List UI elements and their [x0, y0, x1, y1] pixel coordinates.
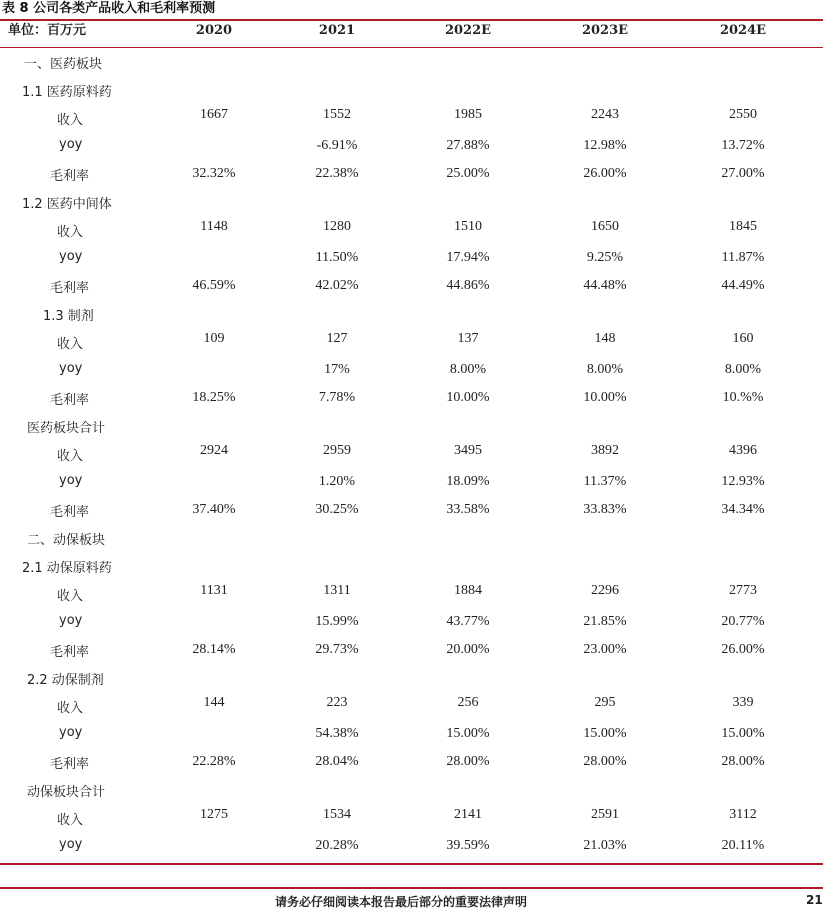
table-row: [0, 669, 823, 687]
row-label: yoy: [59, 473, 83, 488]
row-label: 收入: [57, 449, 84, 464]
table-row: [0, 193, 823, 211]
table-cell: 1884: [454, 583, 482, 598]
table-row: [0, 585, 823, 603]
row-label: 毛利率: [50, 281, 90, 296]
table-row: [0, 641, 823, 659]
table-caption: 表 8 公司各类产品收入和毛利率预测: [2, 1, 216, 16]
table-cell: 39.59%: [446, 838, 490, 853]
table-cell: 15.00%: [721, 726, 765, 741]
row-label: 毛利率: [50, 757, 90, 772]
table-row: [0, 445, 823, 463]
table-cell: 1552: [323, 107, 351, 122]
header-unit: 单位：百万元: [8, 23, 87, 38]
table-cell: 8.00%: [586, 362, 624, 377]
table-row: [0, 557, 823, 575]
table-cell: 20.00%: [446, 642, 490, 657]
table-cell: 9.25%: [586, 250, 624, 265]
row-label: yoy: [59, 725, 83, 740]
table-cell: 10.00%: [583, 390, 627, 405]
table-cell: 26.00%: [721, 642, 765, 657]
row-label: yoy: [59, 837, 83, 852]
table-cell: 20.28%: [315, 838, 359, 853]
table-cell: 15.99%: [315, 614, 359, 629]
table-bottom-rule: [0, 863, 823, 865]
table-cell: 23.00%: [583, 642, 627, 657]
table-cell: 148: [594, 331, 616, 346]
row-label: 毛利率: [50, 169, 90, 184]
table-cell: 1650: [591, 219, 619, 234]
table-cell: 8.00%: [724, 362, 762, 377]
table-cell: 42.02%: [315, 278, 359, 293]
table-cell: 44.48%: [583, 278, 627, 293]
table-cell: 2924: [200, 443, 228, 458]
table-cell: 160: [732, 331, 754, 346]
row-label: 二、动保板块: [27, 533, 106, 548]
table-row: [0, 137, 823, 155]
table-cell: 25.00%: [446, 166, 490, 181]
table-cell: 18.25%: [192, 390, 236, 405]
table-cell: 44.86%: [446, 278, 490, 293]
table-row: [0, 305, 823, 323]
table-row: [0, 165, 823, 183]
table-cell: 2773: [729, 583, 757, 598]
table-row: [0, 53, 823, 71]
row-label: yoy: [59, 249, 83, 264]
table-row: [0, 753, 823, 771]
table-cell: 46.59%: [192, 278, 236, 293]
table-cell: 11.37%: [583, 474, 627, 489]
table-cell: 295: [594, 695, 616, 710]
table-cell: 22.28%: [192, 754, 236, 769]
table-row: [0, 249, 823, 267]
table-cell: 109: [203, 331, 225, 346]
table-cell: 20.11%: [721, 838, 765, 853]
table-cell: 21.03%: [583, 838, 627, 853]
header-2021: 2021: [318, 23, 356, 38]
table-cell: 28.04%: [315, 754, 359, 769]
table-cell: 15.00%: [446, 726, 490, 741]
table-cell: 29.73%: [315, 642, 359, 657]
table-cell: 2243: [591, 107, 619, 122]
table-cell: 33.58%: [446, 502, 490, 517]
table-cell: 28.00%: [721, 754, 765, 769]
table-cell: 32.32%: [192, 166, 236, 181]
table-cell: 1131: [200, 583, 228, 598]
table-cell: 33.83%: [583, 502, 627, 517]
table-row: [0, 473, 823, 491]
table-row: [0, 361, 823, 379]
table-cell: 37.40%: [192, 502, 236, 517]
table-row: [0, 277, 823, 295]
table-cell: 27.00%: [721, 166, 765, 181]
row-label: 动保板块合计: [27, 785, 106, 800]
legal-notice: 请务必仔细阅读本报告最后部分的重要法律声明: [275, 895, 528, 909]
table-cell: 223: [326, 695, 348, 710]
table-cell: 17.94%: [446, 250, 490, 265]
row-label: 毛利率: [50, 645, 90, 660]
row-label: 2.2 动保制剂: [27, 673, 104, 688]
row-label: 收入: [57, 589, 84, 604]
table-row: [0, 221, 823, 239]
table-cell: 13.72%: [721, 138, 765, 153]
table-cell: 43.77%: [446, 614, 490, 629]
table-cell: 2591: [591, 807, 619, 822]
table-cell: 1.20%: [318, 474, 356, 489]
table-cell: 17%: [324, 362, 350, 377]
table-row: [0, 697, 823, 715]
table-cell: 28.14%: [192, 642, 236, 657]
table-row: [0, 389, 823, 407]
table-cell: 7.78%: [318, 390, 356, 405]
footer-rule: [0, 887, 823, 889]
table-cell: 2959: [323, 443, 351, 458]
table-cell: 18.09%: [446, 474, 490, 489]
table-cell: 44.49%: [721, 278, 765, 293]
table-cell: 21.85%: [583, 614, 627, 629]
row-label: 收入: [57, 813, 84, 828]
table-header: [0, 20, 823, 42]
table-cell: 2296: [591, 583, 619, 598]
table-cell: 1275: [200, 807, 228, 822]
table-cell: 1667: [200, 107, 228, 122]
page-footer: [0, 893, 833, 907]
header-bottom-rule: [0, 47, 823, 48]
table-cell: 27.88%: [446, 138, 490, 153]
table-cell: 26.00%: [583, 166, 627, 181]
table-row: [0, 781, 823, 799]
table-cell: 4396: [729, 443, 757, 458]
table-row: [0, 81, 823, 99]
row-label: 1.1 医药原料药: [22, 85, 112, 100]
header-2023e: 2023E: [581, 23, 629, 38]
row-label: 毛利率: [50, 505, 90, 520]
row-label: 收入: [57, 337, 84, 352]
table-cell: 8.00%: [449, 362, 487, 377]
table-row: [0, 333, 823, 351]
page-number: 21: [806, 893, 823, 907]
header-2020: 2020: [195, 23, 233, 38]
row-label: 医药板块合计: [27, 421, 106, 436]
table-cell: 3112: [729, 807, 757, 822]
row-label: 1.3 制剂: [43, 309, 94, 324]
table-cell: 137: [457, 331, 479, 346]
table-cell: 1985: [454, 107, 482, 122]
row-label: 收入: [57, 701, 84, 716]
row-label: 毛利率: [50, 393, 90, 408]
table-cell: 1510: [454, 219, 482, 234]
table-row: [0, 809, 823, 827]
table-cell: 12.93%: [721, 474, 765, 489]
header-2022e: 2022E: [444, 23, 492, 38]
table-row: [0, 837, 823, 855]
table-cell: 1311: [323, 583, 351, 598]
row-label: 1.2 医药中间体: [22, 197, 112, 212]
table-cell: 2141: [454, 807, 482, 822]
row-label: 收入: [57, 113, 84, 128]
table-cell: 15.00%: [583, 726, 627, 741]
table-cell: 12.98%: [583, 138, 627, 153]
table-row: [0, 613, 823, 631]
table-cell: 339: [732, 695, 754, 710]
table-cell: 3495: [454, 443, 482, 458]
table-row: [0, 529, 823, 547]
table-cell: 256: [457, 695, 479, 710]
table-cell: 54.38%: [315, 726, 359, 741]
table-cell: 11.87%: [721, 250, 765, 265]
table-cell: 1148: [200, 219, 228, 234]
table-cell: 2550: [729, 107, 757, 122]
table-cell: 20.77%: [721, 614, 765, 629]
table-cell: 1280: [323, 219, 351, 234]
row-label: yoy: [59, 361, 83, 376]
table-row: [0, 725, 823, 743]
table-cell: 1534: [323, 807, 351, 822]
table-row: [0, 417, 823, 435]
table-cell: 28.00%: [446, 754, 490, 769]
table-cell: 10.00%: [446, 390, 490, 405]
table-cell: 1845: [729, 219, 757, 234]
table-cell: 127: [326, 331, 348, 346]
table-cell: 144: [203, 695, 225, 710]
row-label: 2.1 动保原料药: [22, 561, 112, 576]
table-row: [0, 501, 823, 519]
table-cell: 34.34%: [721, 502, 765, 517]
table-cell: 10.%%: [722, 390, 764, 405]
row-label: yoy: [59, 613, 83, 628]
table-cell: 22.38%: [315, 166, 359, 181]
table-cell: 30.25%: [315, 502, 359, 517]
row-label: 收入: [57, 225, 84, 240]
table-cell: 11.50%: [315, 250, 359, 265]
header-2024e: 2024E: [719, 23, 767, 38]
row-label: yoy: [59, 137, 83, 152]
table-cell: 28.00%: [583, 754, 627, 769]
table-cell: -6.91%: [316, 138, 358, 153]
table-row: [0, 109, 823, 127]
table-cell: 3892: [591, 443, 619, 458]
row-label: 一、医药板块: [24, 57, 103, 72]
